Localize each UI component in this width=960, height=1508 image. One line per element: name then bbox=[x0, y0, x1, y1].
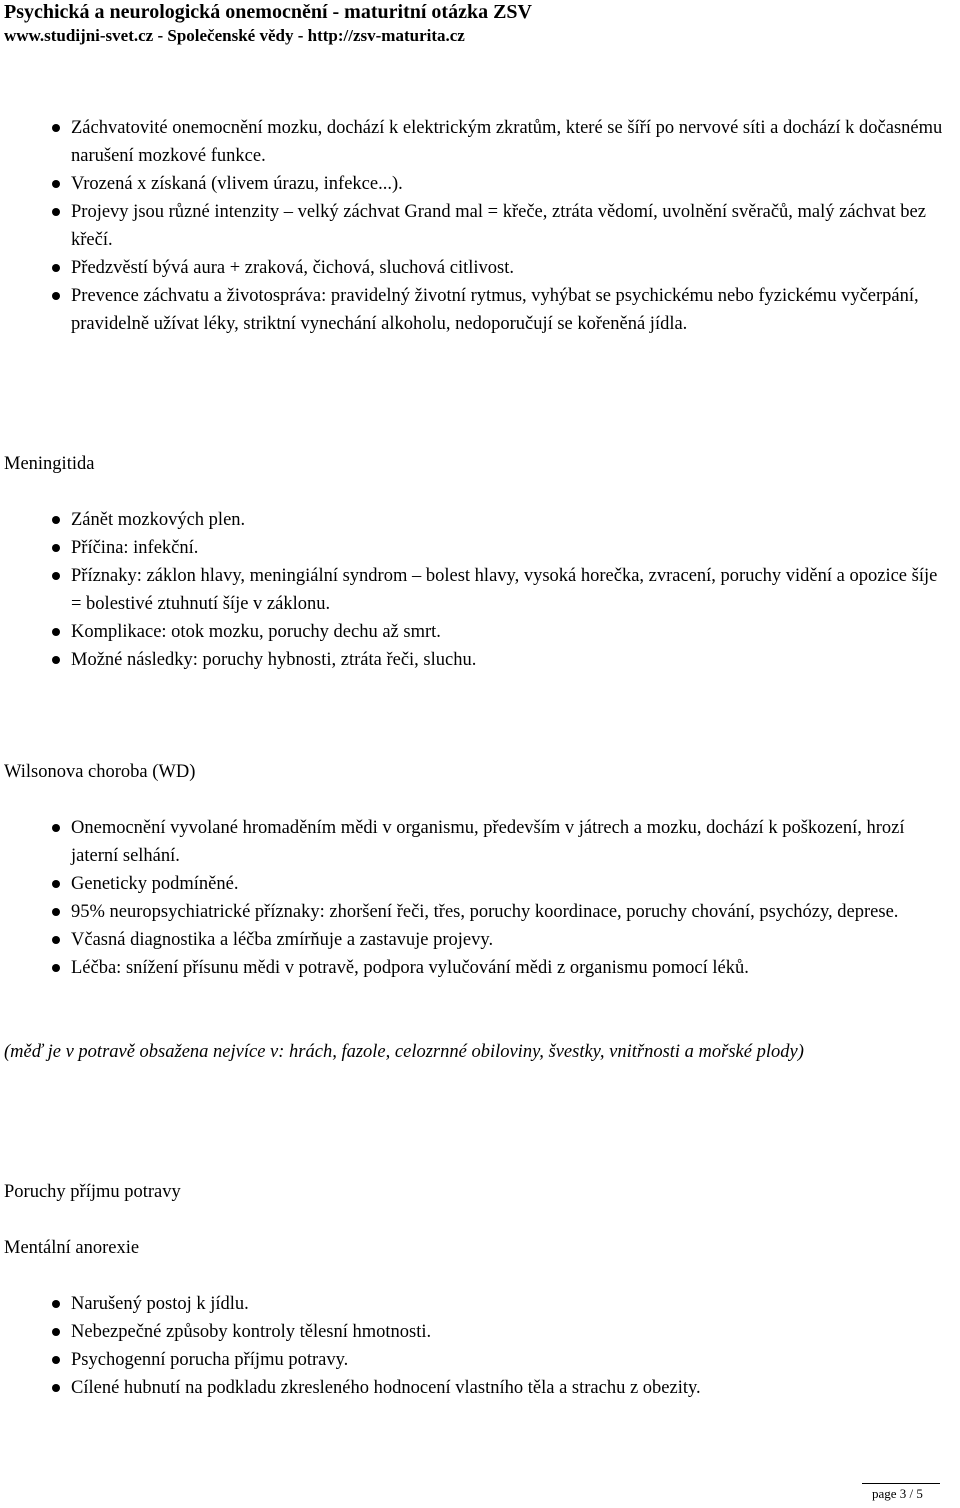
meningitis-list bbox=[38, 506, 951, 674]
list-item: 95% neuropsychiatrické příznaky: zhoršení řeči, třes, poruchy koordinace, poruchy chování, psychózy, deprese. bbox=[71, 898, 951, 926]
list-item: Záchvatovité onemocnění mozku, dochází k elektrickým zkratům, které se šíří po nervové síti a dochází k dočasnému narušení mozkové funkce. bbox=[71, 114, 951, 170]
meningitis-heading: Meningitida bbox=[4, 454, 95, 474]
eating-disorders-heading: Poruchy příjmu potravy bbox=[4, 1182, 181, 1202]
wilson-heading: Wilsonova choroba (WD) bbox=[4, 762, 196, 782]
list-item: Cílené hubnutí na podkladu zkresleného hodnocení vlastního těla a strachu z obezity. bbox=[71, 1374, 951, 1402]
list-item: Včasná diagnostika a léčba zmírňuje a zastavuje projevy. bbox=[71, 926, 951, 954]
list-item: Geneticky podmíněné. bbox=[71, 870, 951, 898]
list-item: Psychogenní porucha příjmu potravy. bbox=[71, 1346, 951, 1374]
epilepsy-list bbox=[38, 114, 951, 338]
page-number: page 3 / 5 bbox=[872, 1486, 923, 1501]
anorexia-list bbox=[38, 1290, 951, 1402]
document-header bbox=[4, 0, 532, 47]
footer-divider bbox=[862, 1483, 940, 1484]
document-title: Psychická a neurologická onemocnění - maturitní otázka ZSV bbox=[4, 1, 532, 23]
list-item: Možné následky: poruchy hybnosti, ztráta řeči, sluchu. bbox=[71, 646, 951, 674]
anorexia-heading: Mentální anorexie bbox=[4, 1238, 140, 1258]
list-item: Příznaky: záklon hlavy, meningiální syndrom – bolest hlavy, vysoká horečka, zvracení, poruchy vidění a opozice šíje = bolestivé ztuhnutí šíje v záklonu. bbox=[71, 562, 951, 618]
list-item: Projevy jsou různé intenzity – velký záchvat Grand mal = křeče, ztráta vědomí, uvolnění svěračů, malý záchvat bez křečí. bbox=[71, 198, 951, 254]
list-item: Narušený postoj k jídlu. bbox=[71, 1290, 951, 1318]
wilson-list bbox=[38, 814, 951, 982]
list-item: Prevence záchvatu a životospráva: pravidelný životní rytmus, vyhýbat se psychickému nebo fyzickému vyčerpání, pravidelně užívat léky, striktní vynechání alkoholu, nedoporučují se kořeněná jídla. bbox=[71, 282, 951, 338]
list-item: Nebezpečné způsoby kontroly tělesní hmotnosti. bbox=[71, 1318, 951, 1346]
list-item: Komplikace: otok mozku, poruchy dechu až smrt. bbox=[71, 618, 951, 646]
list-item: Onemocnění vyvolané hromaděním mědi v organismu, především v játrech a mozku, dochází k poškození, hrozí jaterní selhání. bbox=[71, 814, 951, 870]
list-item: Léčba: snížení přísunu mědi v potravě, podpora vylučování mědi z organismu pomocí léků. bbox=[71, 954, 951, 982]
list-item: Příčina: infekční. bbox=[71, 534, 951, 562]
list-item: Vrozená x získaná (vlivem úrazu, infekce...). bbox=[71, 170, 951, 198]
copper-note: (měď je v potravě obsažena nejvíce v: hrách, fazole, celozrnné obiloviny, švestky, vnitřnosti a mořské plody) bbox=[4, 1042, 804, 1062]
list-item: Předzvěstí bývá aura + zraková, čichová, sluchová citlivost. bbox=[71, 254, 951, 282]
list-item: Zánět mozkových plen. bbox=[71, 506, 951, 534]
document-subtitle: www.studijni-svet.cz - Společenské vědy - http://zsv-maturita.cz bbox=[4, 26, 465, 45]
